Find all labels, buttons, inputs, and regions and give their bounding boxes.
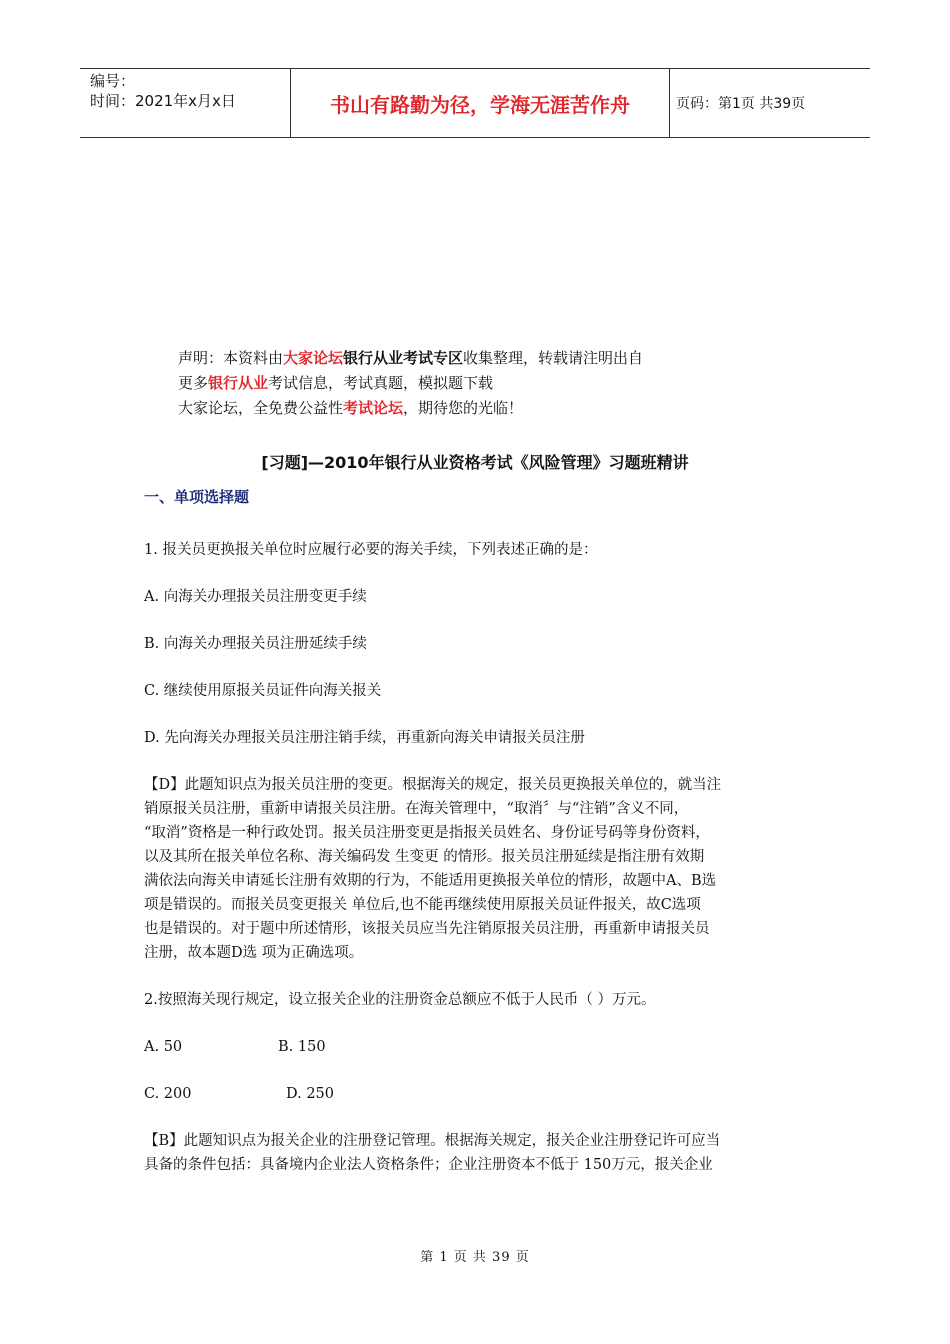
- bank-exam-link[interactable]: 银行从业: [208, 374, 269, 392]
- document-header: [80, 68, 870, 138]
- answer-line: 注册，故本题D选 项为正确选项。: [144, 945, 364, 961]
- answer-line: 具备的条件包括：具备境内企业法人资格条件；企业注册资本不低于 150万元，报关企业: [144, 1157, 713, 1173]
- exam-forum-link[interactable]: 考试论坛: [343, 399, 404, 417]
- page-footer: 第 1 页 共 39 页: [420, 1250, 530, 1265]
- question-1: 1. 报关员更换报关单位时应履行必要的海关手续，下列表述正确的是：: [144, 542, 598, 558]
- options-row-1: [144, 1035, 814, 1059]
- notice-line-3: [178, 396, 643, 421]
- notice-text: 大家论坛，全免费公益性: [178, 399, 344, 417]
- notice-block: [178, 346, 643, 421]
- answer-2: [144, 1129, 814, 1177]
- answer-line: 以及其所在报关单位名称、海关编码发 生变更 的情形。报关员注册延续是指注册有效期: [144, 849, 705, 865]
- document-title: [习题]—2010年银行从业资格考试《风险管理》习题班精讲: [261, 453, 689, 472]
- answer-line: 项是错误的。而报关员变更报关 单位后,也不能再继续使用原报关员证件报关，故C选项: [144, 897, 701, 913]
- notice-text: 考试信息，考试真题，模拟题下载: [268, 374, 494, 392]
- number-label: 编号：: [90, 72, 136, 90]
- exam-zone-link[interactable]: 银行从业考试专区: [343, 349, 464, 367]
- options-row-2: [144, 1082, 814, 1106]
- option-c: C. 200: [144, 1086, 192, 1102]
- header-motto-cell: [290, 69, 670, 137]
- answer-line: 销原报关员注册，重新申请报关员注册。在海关管理中，“取消〞与“注销”含义不同，: [144, 801, 689, 817]
- notice-line-1: [178, 346, 643, 371]
- answer-line: “取消”资格是一种行政处罚。报关员注册变更是指报关员姓名、身份证号码等身份资料，: [144, 825, 710, 841]
- answer-line: 【B】此题知识点为报关企业的注册登记管理。根据海关规定，报关企业注册登记许可应当: [144, 1133, 721, 1149]
- answer-line: 满依法向海关申请延长注册有效期的行为，不能适用更换报关单位的情形，故题中A、B选: [144, 873, 717, 889]
- option-d: D. 先向海关办理报关员注册注销手续，再重新向海关申请报关员注册: [144, 730, 585, 746]
- header-left-cell: [80, 69, 290, 137]
- time-label: 时间：2021年x月x日: [90, 92, 236, 110]
- notice-text: ，期待您的光临！: [403, 399, 524, 417]
- section-heading: 一、单项选择题: [144, 488, 250, 506]
- option-b: B. 向海关办理报关员注册延续手续: [144, 636, 367, 652]
- question-2: 2.按照海关现行规定，设立报关企业的注册资金总额应不低于人民币（ ）万元。: [144, 992, 656, 1008]
- option-b: B. 150: [278, 1039, 326, 1055]
- option-d: D. 250: [286, 1086, 335, 1102]
- answer-line: 也是错误的。对于题中所述情形，该报关员应当先注销原报关员注册，再重新申请报关员: [144, 921, 710, 937]
- notice-text: 更多: [178, 374, 209, 392]
- motto: 书山有路勤为径，学海无涯苦作舟: [330, 92, 630, 117]
- notice-text: 声明：本资料由: [178, 349, 284, 367]
- forum-link[interactable]: 大家论坛: [283, 349, 344, 367]
- document-body: [144, 538, 814, 1200]
- answer-1: [144, 773, 814, 965]
- page-info: 页码：第1页 共39页: [676, 96, 806, 112]
- answer-line: 【D】此题知识点为报关员注册的变更。根据海关的规定，报关员更换报关单位的，就当注: [144, 777, 722, 793]
- option-a: A. 50: [144, 1039, 183, 1055]
- option-c: C. 继续使用原报关员证件向海关报关: [144, 683, 382, 699]
- option-a: A. 向海关办理报关员注册变更手续: [144, 589, 367, 605]
- notice-text: 收集整理，转载请注明出自: [463, 349, 644, 367]
- notice-line-2: [178, 371, 643, 396]
- header-page-cell: [670, 69, 870, 137]
